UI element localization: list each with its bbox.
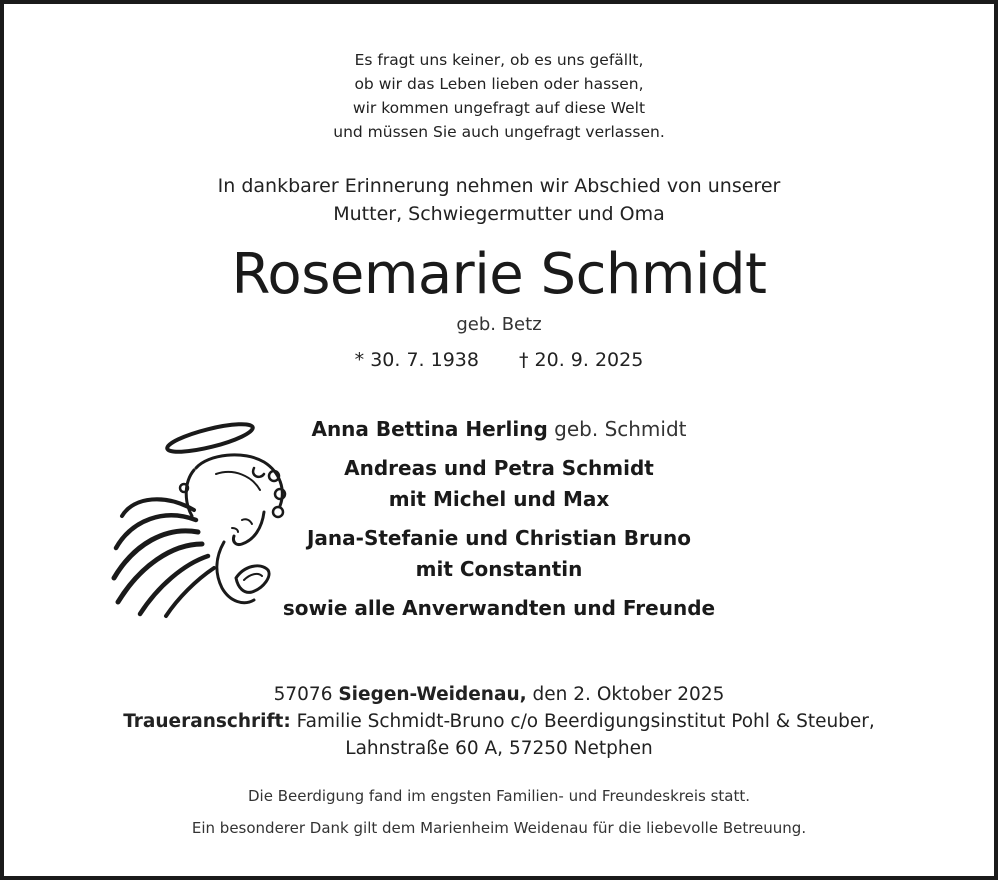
mourning-address-street: Lahnstraße 60 A, 57250 Netphen [345,738,653,759]
thanks-note: Ein besonderer Dank gilt dem Marienheim Weidenau für die liebevolle Betreuung. [191,819,807,837]
place-date-line [4,681,994,708]
intro-text [4,172,994,228]
mourner-entry: Andreas und Petra Schmidt [344,456,654,480]
birth-name: geb. Betz [456,314,542,335]
funeral-note: Die Beerdigung fand im engsten Familien- und Freundeskreis statt. [247,787,751,805]
mourner-entry: mit Constantin [415,557,583,581]
mourners-list [254,414,744,624]
deceased-name: Rosemarie Schmidt [231,242,767,307]
mourner-entry: sowie alle Anverwandten und Freunde [282,596,716,620]
birth-date: * 30. 7. 1938 [354,349,479,371]
poem-line: ob wir das Leben lieben oder hassen, [354,75,644,93]
intro-line: Mutter, Schwiegermutter und Oma [333,203,665,225]
zip-code: 57076 [273,684,339,705]
address-block [4,681,994,762]
death-date: † 20. 9. 2025 [519,349,644,371]
city: Siegen-Weidenau, [338,684,527,705]
mourner-entry: mit Michel und Max [388,487,610,511]
mourner-entry: Jana-Stefanie und Christian Bruno [306,526,692,550]
mourning-address-recipient: Familie Schmidt-Bruno c/o Beerdigungsinstitut Pohl & Steuber, [290,711,875,732]
poem-line: Es fragt uns keiner, ob es uns gefällt, [354,51,644,69]
poem [4,48,994,144]
mourning-address-line [4,708,994,735]
mourner-entry [254,414,744,445]
mourning-address-label: Traueranschrift: [123,711,291,732]
life-dates [4,346,994,374]
mourner-name: Anna Bettina Herling [311,417,548,441]
notice-date: den 2. Oktober 2025 [526,684,725,705]
mourner-suffix: geb. Schmidt [547,417,687,441]
closing-notes [4,780,994,844]
intro-line: In dankbarer Erinnerung nehmen wir Abschied von unserer [217,175,781,197]
poem-line: und müssen Sie auch ungefragt verlassen. [333,123,665,141]
poem-line: wir kommen ungefragt auf diese Welt [352,99,646,117]
